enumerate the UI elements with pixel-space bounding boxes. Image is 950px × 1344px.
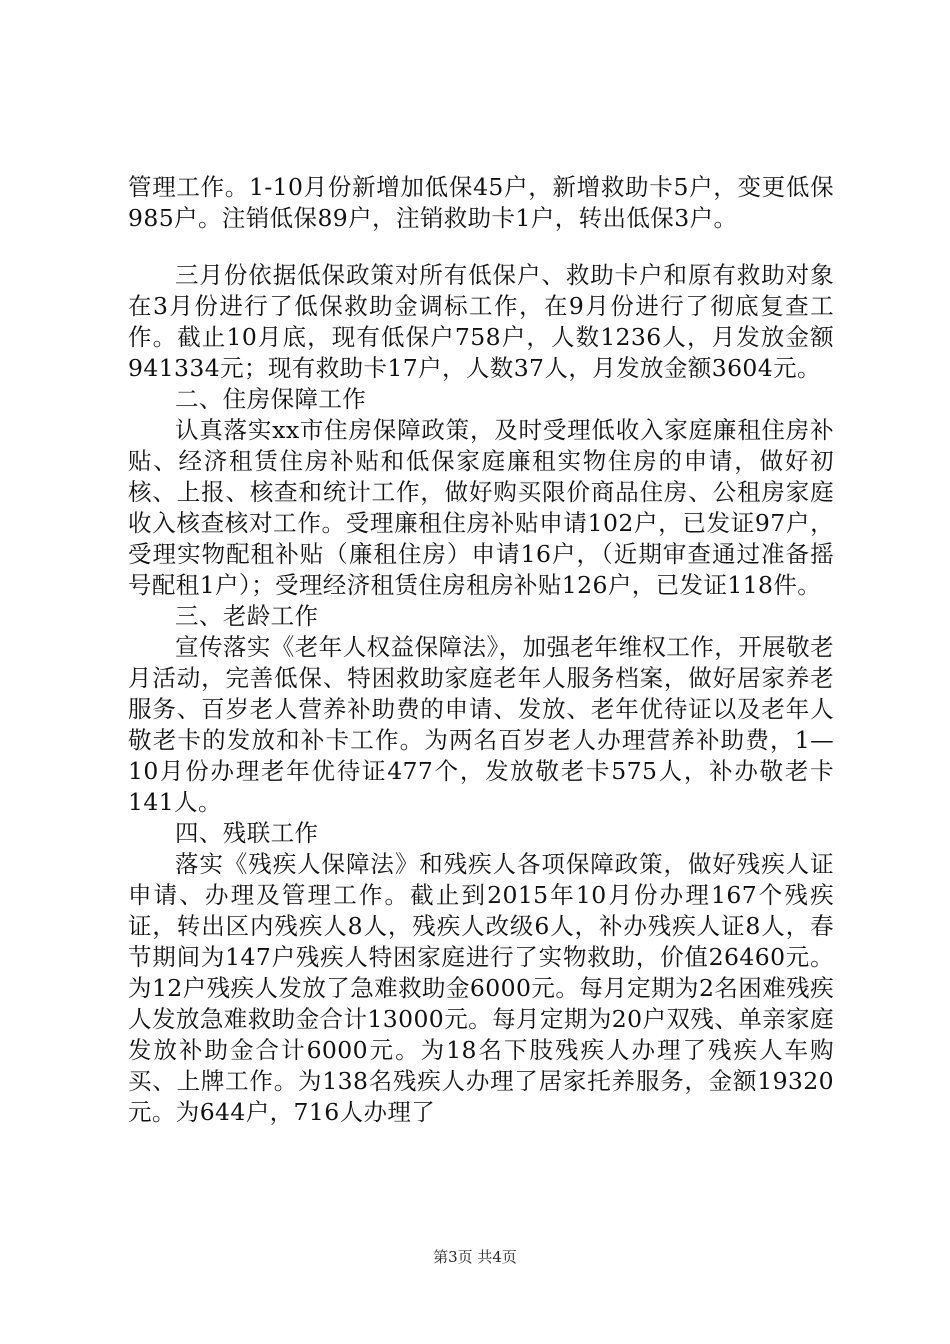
section-heading-housing: 二、住房保障工作 (175, 385, 367, 413)
section-heading-elderly: 三、老龄工作 (175, 602, 319, 630)
section-heading-disability: 四、残联工作 (175, 819, 319, 847)
paragraph-elderly: 宣传落实《老年人权益保障法》，加强老年维权工作，开展敬老月活动，完善低保、特困救助家庭老年人服务档案，做好居家养老服务、百岁老人营养补助费的申请、发放、老年优待证以及老年人敬老卡的发放和补卡工作。为两名百岁老人办理营养补助费，1—10月份办理老年优待证477个，发放敬老卡575人，补办敬老卡141人。 (128, 633, 834, 816)
paragraph-subsidy-adjustment: 三月份依据低保政策对所有低保户、救助卡户和原有救助对象在3月份进行了低保救助金调标工作，在9月份进行了彻底复查工作。截止10月底，现有低保户758户，人数1236人，月发放金额941334元；现有救助卡17户，人数37人，月发放金额3604元。 (128, 261, 834, 382)
document-body (128, 172, 834, 1128)
paragraph-spacer (128, 234, 834, 260)
paragraph-low-income-management: 管理工作。1-10月份新增加低保45户，新增救助卡5户，变更低保985户。注销低保89户，注销救助卡1户，转出低保3户。 (128, 173, 834, 232)
paragraph-housing: 认真落实xx市住房保障政策，及时受理低收入家庭廉租住房补贴、经济租赁住房补贴和低保家庭廉租实物住房的申请，做好初核、上报、核查和统计工作，做好购买限价商品住房、公租房家庭收入核查核对工作。受理廉租住房补贴申请102户，已发证97户，受理实物配租补贴（廉租住房）申请16户，（近期审查通过准备摇号配租1户）；受理经济租赁住房租房补贴126户，已发证118件。 (128, 416, 834, 599)
page-footer: 第3页 共4页 (433, 1248, 517, 1266)
paragraph-disability: 落实《残疾人保障法》和残疾人各项保障政策，做好残疾人证申请、办理及管理工作。截止到2015年10月份办理167个残疾证，转出区内残疾人8人，残疾人改级6人，补办残疾人证8人，春节期间为147户残疾人特困家庭进行了实物救助，价值26460元。为12户残疾人发放了急难救助金6000元。每月定期为2名困难残疾人发放急难救助金合计13000元。每月定期为20户双残、单亲家庭发放补助金合计6000元。为18名下肢残疾人办理了残疾人车购买、上牌工作。为138名残疾人办理了居家托养服务，金额19320元。为644户，716人办理了 (128, 850, 834, 1126)
